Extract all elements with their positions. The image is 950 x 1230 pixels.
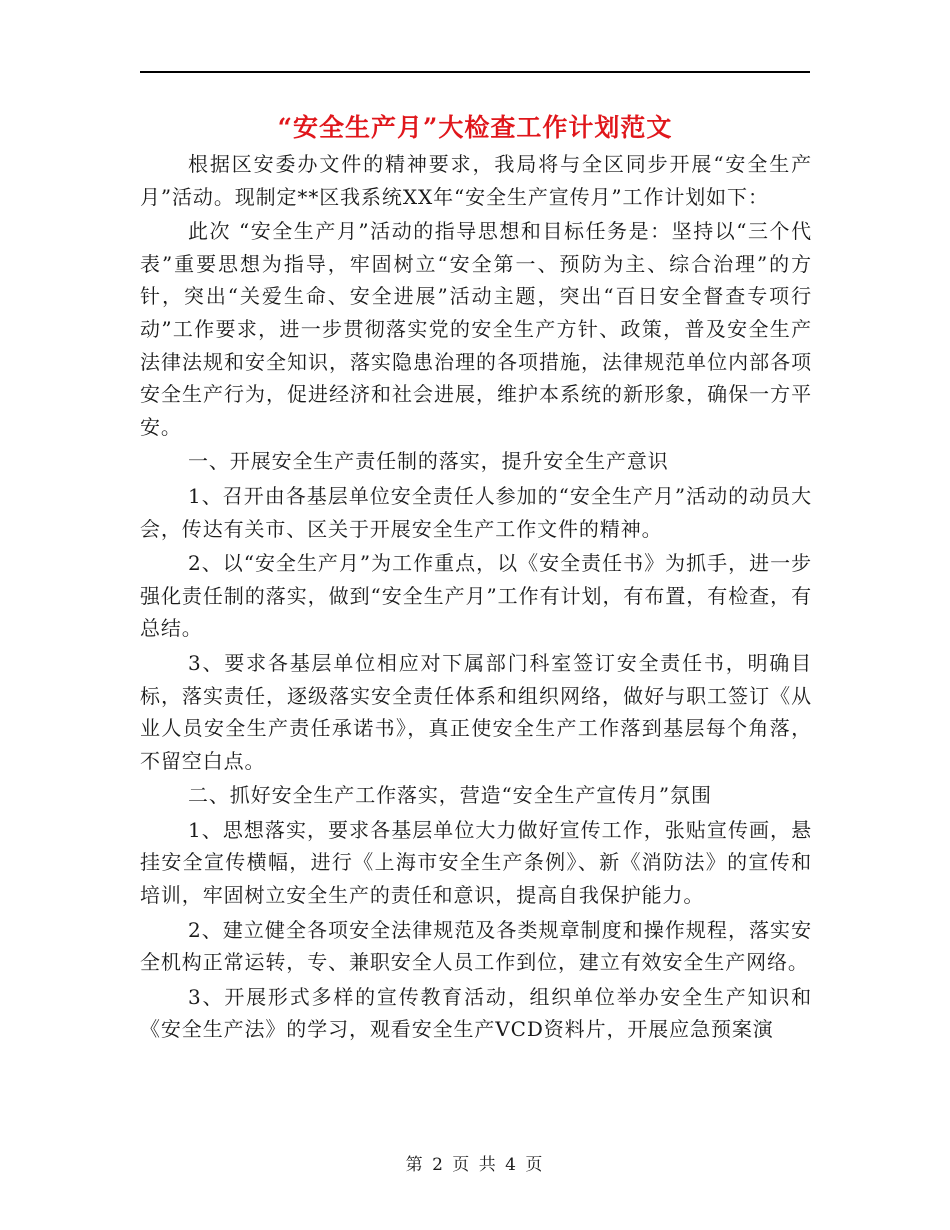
document-title: “安全生产月”大检查工作计划范文 <box>277 113 673 142</box>
paragraph: 3、开展形式多样的宣传教育活动，组织单位举办安全生产知识和《安全生产法》的学习，观看安全生产VCD资料片，开展应急预案演 <box>140 984 812 1042</box>
paragraph: 1、召开由各基层单位安全责任人参加的“安全生产月”活动的动员大会，传达有关市、区关于开展安全生产工作文件的精神。 <box>140 483 812 541</box>
header-rule <box>140 71 810 73</box>
section-heading: 二、抓好安全生产工作落实，营造“安全生产宣传月”氛围 <box>188 783 712 808</box>
paragraph: 根据区安委办文件的精神要求，我局将与全区同步开展“安全生产月”活动。现制定**区我系统XX年“安全生产宣传月”工作计划如下： <box>140 152 812 209</box>
paragraph: 3、要求各基层单位相应对下属部门科室签订安全责任书，明确目标，落实责任，逐级落实安全责任体系和组织网络，做好与职工签订《从业人员安全生产责任承诺书》，真正使安全生产工作落到基层每个角落，不留空白点。 <box>140 650 812 773</box>
paragraph: 2、建立健全各项安全法律规范及各类规章制度和操作规程，落实安全机构正常运转，专、兼职安全人员工作到位，建立有效安全生产网络。 <box>140 917 812 975</box>
section-heading: 一、开展安全生产责任制的落实，提升安全生产意识 <box>188 449 669 474</box>
paragraph: 2、以“安全生产月”为工作重点，以《安全责任书》为抓手，进一步强化责任制的落实，做到“安全生产月”工作有计划，有布置，有检查，有总结。 <box>140 551 812 641</box>
paragraph: 1、思想落实，要求各基层单位大力做好宣传工作，张贴宣传画，悬挂安全宣传横幅，进行《上海市安全生产条例》、新《消防法》的宣传和培训，牢固树立安全生产的责任和意识，提高自我保护能力。 <box>140 817 812 908</box>
paragraph: 此次 “安全生产月”活动的指导思想和目标任务是：坚持以“三个代表”重要思想为指导，牢固树立“安全第一、预防为主、综合治理”的方针，突出“关爱生命、安全进展”活动主题，突出“百日安全督查专项行动”工作要求，进一步贯彻落实党的安全生产方针、政策，普及安全生产法律法规和安全知识，落实隐患治理的各项措施，法律规范单位内部各项安全生产行为，促进经济和社会进展，维护本系统的新形象，确保一方平安。 <box>140 219 812 439</box>
page-number: 第 2 页 共 4 页 <box>405 1155 545 1175</box>
document-body <box>140 148 812 1048</box>
